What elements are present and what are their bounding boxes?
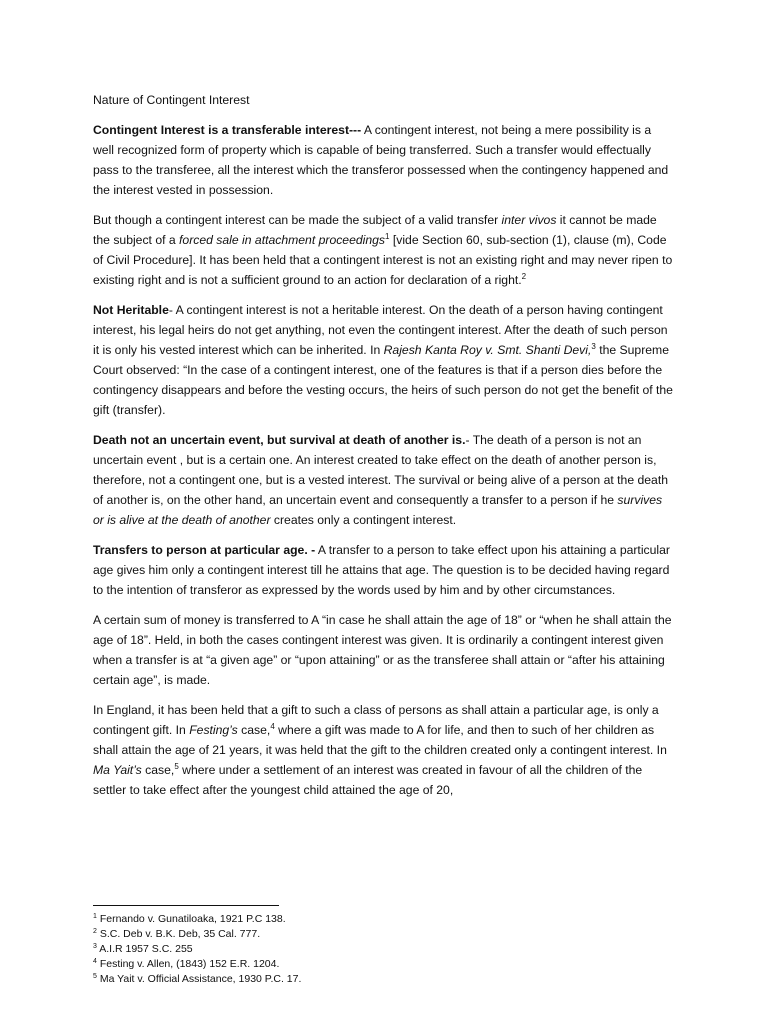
footnote-ref-2[interactable]: 2 <box>521 272 527 281</box>
footnote-5: $^5$ Ma Yait v. Official Assistance, 1930 P.C. 17. <box>93 973 302 985</box>
footnote-ref-5[interactable]: 5 <box>174 762 179 771</box>
paragraph-not-heritable: Not Heritable- A contingent interest is not a heritable interest. On the death of a person having contingent interest, his legal heirs do not get anything, not even the contingent interest. After the death of such person it is only his vested interest which can be inherited. In Rajesh Kanta Roy v. Smt. Shanti Devi,$^3$ the Supreme Court observed: “In the case of a contingent interest, one of the features is that if a person dies before the contingency disappears and before the vesting occurs, the heirs of such person do not get the benefit of the gift (transfer). <box>93 303 673 417</box>
footnote-2: $^2$ S.C. Deb v. B.K. Deb, 35 Cal. 777. <box>93 928 261 940</box>
paragraph-death-survival: Death not an uncertain event, but survival at death of another is.- The death of a person is not an uncertain event , but is a certain one. An interest created to take effect on the death of another person is, therefore, not a contingent one, but is a vested interest. The survival or being alive of a person at the death of another is, on the other hand, an uncertain event and consequently a transfer to a person if he survives or is alive at the death of another creates only a contingent interest. <box>93 433 668 527</box>
footnote-ref-3[interactable]: 3 <box>591 342 596 351</box>
paragraph-transferable-interest: Contingent Interest is a transferable interest--- A contingent interest, not being a mere possibility is a well recognized form of property which is capable of being transferred. Such a transfer would effectually pass to the transferee, all the interest which the transferor possessed when the contingency happened and the interest vested in possession. <box>93 123 669 197</box>
footnote-ref-1[interactable]: 1 <box>385 232 390 241</box>
heading-not-heritable: Not Heritable <box>93 303 169 317</box>
footnote-3: $^3$ A.I.R 1957 S.C. 255 <box>93 943 193 955</box>
document-title: Nature of Contingent Interest <box>93 93 250 107</box>
heading-transferable-interest: Contingent Interest is a transferable interest--- <box>93 123 362 137</box>
footnote-4: $^4$ Festing v. Allen, (1843) 152 E.R. 1204. <box>93 958 280 970</box>
document-body <box>93 90 673 810</box>
paragraph-england: In England, it has been held that a gift to such a class of persons as shall attain a particular age, is only a contingent gift. In Festing’s case,$^4$ where a gift was made to A for life, and then to such of her children as shall attain the age of 21 years, it was held that the gift to the children created only a contingent interest. In Ma Yait’s case,$^5$ where under a settlement of an interest was created in favour of all the children of the settler to take effect after the youngest child attained the age of 20, <box>93 703 667 797</box>
footnote-1: $^1$ Fernando v. Gunatiloaka, 1921 P.C 138. <box>93 913 286 925</box>
footnote-separator <box>93 905 279 906</box>
paragraph-sum-of-money: A certain sum of money is transferred to A “in case he shall attain the age of 18” or “when he shall attain the age of 18”. Held, in both the cases contingent interest was given. It is ordinarily a contingent interest given when a transfer is at “a given age” or “upon attaining” or as the transferee shall attain or “after his attaining certain age”, is made. <box>93 613 672 687</box>
heading-particular-age: Transfers to person at particular age. - <box>93 543 316 557</box>
paragraph-inter-vivos: But though a contingent interest can be made the subject of a valid transfer inter vivos it cannot be made the subject of a forced sale in attachment proceedings$^1$ [vide Section 60, sub-section (1), clause (m), Code of Civil Procedure]. It has been held that a contingent interest is not an existing right and may never ripen to existing right and is not a sufficient ground to an action for declaration of a right.$^2$ <box>93 213 673 287</box>
footnote-ref-4[interactable]: 4 <box>270 722 275 731</box>
heading-death-survival: Death not an uncertain event, but survival at death of another is. <box>93 433 466 447</box>
paragraph-particular-age: Transfers to person at particular age. - A transfer to a person to take effect upon his attaining a particular age gives him only a contingent interest till he attains that age. The question is to be decided having regard to the intention of transferor as expressed by the words used by him and by other circumstances. <box>93 543 670 597</box>
footnotes <box>93 912 673 987</box>
